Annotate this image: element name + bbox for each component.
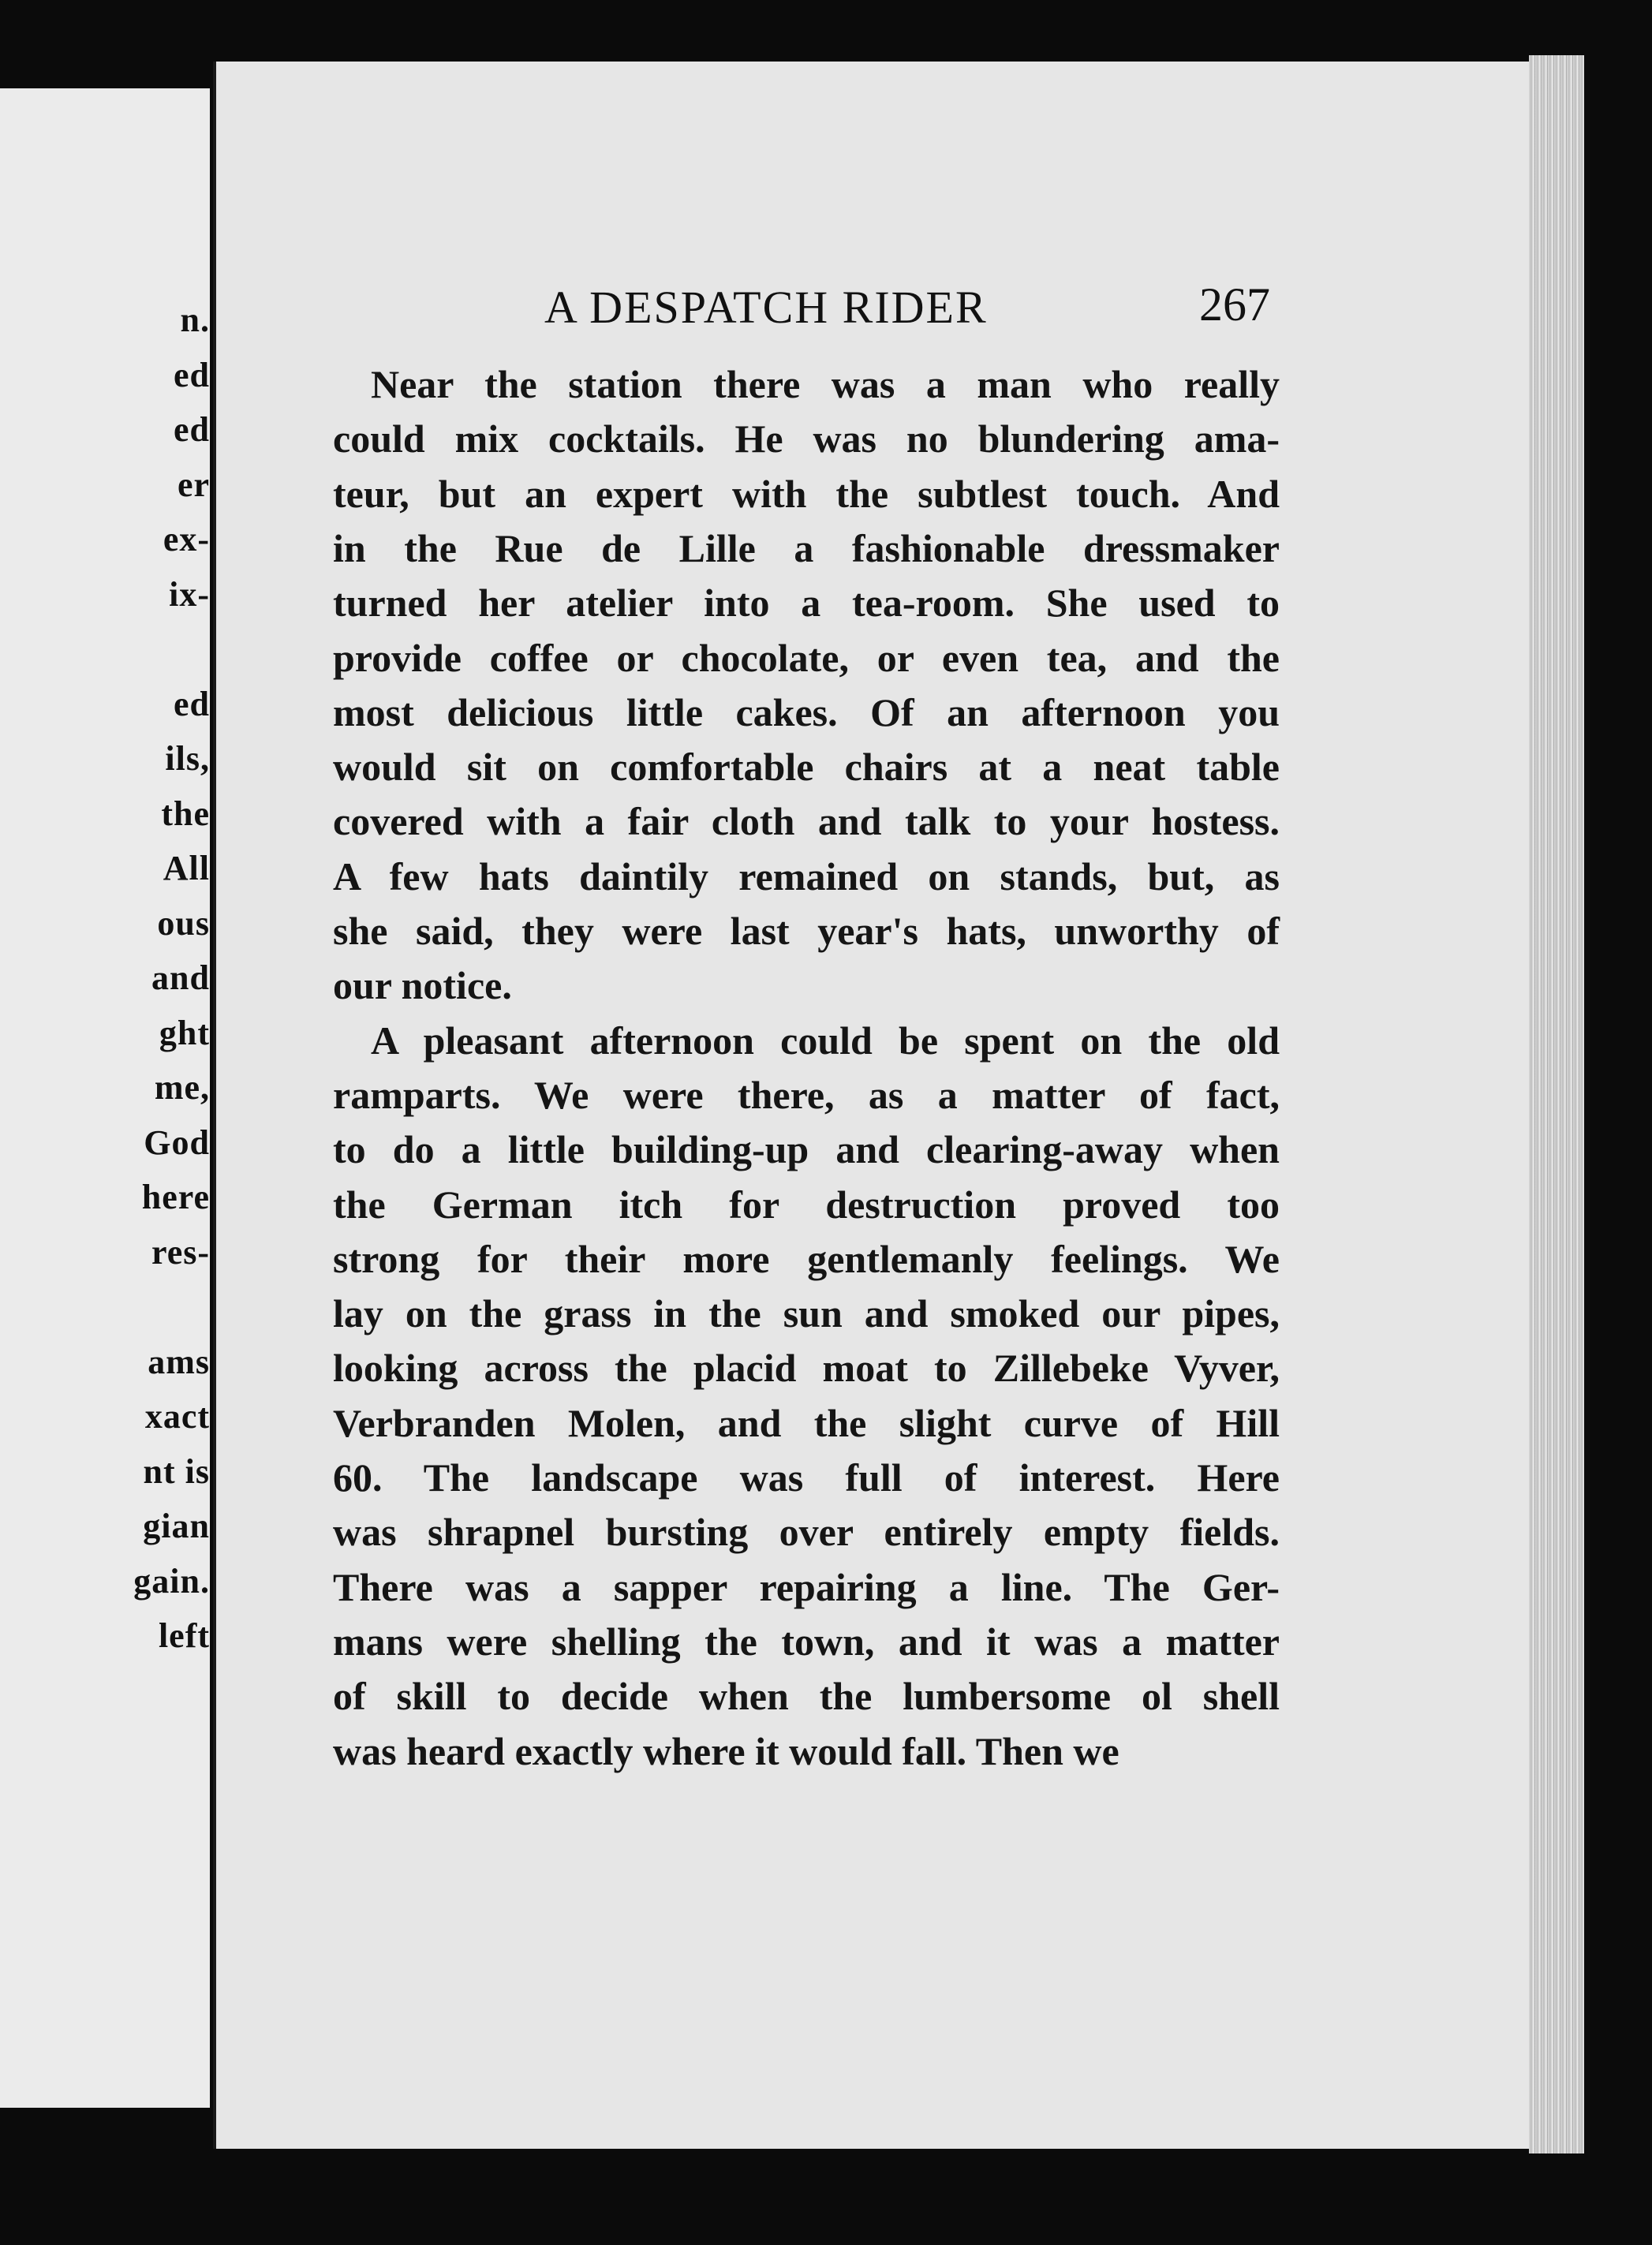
text-line: could mix cocktails. He was no blundering ama- bbox=[333, 417, 1280, 461]
text-line: was heard exactly where it would fall. Then we bbox=[333, 1728, 1119, 1773]
text-line: lay on the grass in the sun and smoked our pipes, bbox=[333, 1291, 1280, 1336]
running-head bbox=[544, 278, 1270, 344]
text-line: most delicious little cakes. Of an afternoon you bbox=[333, 689, 1280, 734]
left-page-fragment: xact bbox=[144, 1397, 210, 1436]
text-line: teur, but an expert with the subtlest touch. And bbox=[333, 471, 1280, 516]
text-line: A few hats daintily remained on stands, but, as bbox=[333, 854, 1280, 898]
left-page-fragment: ils, bbox=[165, 739, 210, 778]
text-line: Verbranden Molen, and the slight curve of Hill bbox=[333, 1400, 1280, 1445]
running-title: A DESPATCH RIDER bbox=[544, 282, 988, 333]
text-line: to do a little building-up and clearing-away when bbox=[333, 1127, 1280, 1172]
text-line: turned her atelier into a tea-room. She used to bbox=[333, 581, 1280, 626]
text-line: covered with a fair cloth and talk to your hostess. bbox=[333, 799, 1280, 844]
text-line: in the Rue de Lille a fashionable dressmaker bbox=[333, 525, 1280, 570]
left-page-fragment: ed bbox=[174, 410, 210, 449]
text-line: ramparts. We were there, as a matter of fact, bbox=[333, 1072, 1280, 1117]
text-line: she said, they were last year's hats, unworthy of bbox=[333, 909, 1280, 953]
left-page-fragment: ed bbox=[174, 684, 210, 723]
left-page-fragment: here bbox=[141, 1178, 210, 1216]
left-page-fragment: gain. bbox=[133, 1561, 210, 1601]
text-line: was shrapnel bursting over entirely empty fields. bbox=[333, 1510, 1280, 1555]
text-line: A pleasant afternoon could be spent on the old bbox=[371, 1018, 1280, 1063]
left-page-fragment: ght bbox=[159, 1013, 210, 1052]
left-page-fragment: God bbox=[144, 1122, 210, 1162]
text-line: provide coffee or chocolate, or even tea, and the bbox=[333, 635, 1280, 680]
left-page-fragment: and bbox=[151, 958, 210, 997]
text-line: Near the station there was a man who really bbox=[371, 362, 1280, 406]
text-line: of skill to decide when the lumbersome ol shell bbox=[333, 1674, 1280, 1719]
left-page-fragment: nt is bbox=[143, 1451, 210, 1491]
left-page-fragment: ams bbox=[148, 1342, 210, 1381]
text-line: would sit on comfortable chairs at a neat table bbox=[333, 745, 1280, 790]
left-page-fragment: ous bbox=[157, 903, 210, 943]
left-page-fragment: gian bbox=[143, 1507, 210, 1545]
text-line: the German itch for destruction proved too bbox=[333, 1182, 1280, 1227]
left-page-fragment: All bbox=[163, 849, 210, 887]
text-line: There was a sapper repairing a line. The Ger- bbox=[333, 1564, 1280, 1609]
page-number: 267 bbox=[1199, 278, 1270, 331]
text-line: looking across the placid moat to Zillebeke Vyver, bbox=[333, 1346, 1280, 1391]
page-edges bbox=[1529, 55, 1584, 2153]
left-page-fragment: er bbox=[177, 465, 210, 504]
text-line: our notice. bbox=[333, 963, 512, 1008]
left-page-fragment: res- bbox=[151, 1232, 210, 1272]
left-page-fragment: me, bbox=[154, 1068, 210, 1107]
text-line: strong for their more gentlemanly feelings. We bbox=[333, 1236, 1280, 1281]
previous-page bbox=[0, 88, 210, 2108]
left-page-fragment: left bbox=[158, 1616, 210, 1655]
left-page-fragment: n. bbox=[180, 301, 210, 339]
left-page-fragment: ix- bbox=[169, 574, 210, 614]
left-page-fragment: ex- bbox=[163, 520, 210, 558]
text-line: 60. The landscape was full of interest. Here bbox=[333, 1455, 1280, 1500]
left-page-fragment: ed bbox=[174, 355, 210, 394]
left-page-fragment: the bbox=[161, 794, 210, 833]
text-line: mans were shelling the town, and it was a matter bbox=[333, 1619, 1280, 1664]
